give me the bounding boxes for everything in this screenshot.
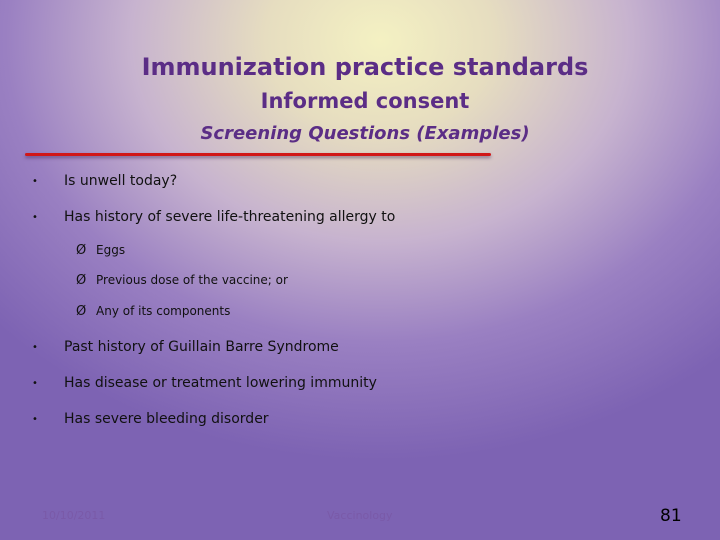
arrow-bullet-icon: Ø	[76, 243, 87, 258]
bullet-dot-icon: •	[32, 212, 38, 223]
bullet-text: Has history of severe life-threatening allergy to	[64, 209, 396, 225]
page-number: 81	[660, 506, 682, 526]
bullet-dot-icon: •	[32, 342, 38, 353]
sub-item-text: Any of its components	[96, 304, 231, 318]
bullet-dot-icon: •	[32, 414, 38, 425]
slide-title: Immunization practice standards	[141, 53, 589, 81]
arrow-bullet-icon: Ø	[76, 304, 87, 319]
bullet-text: Past history of Guillain Barre Syndrome	[64, 339, 339, 355]
bullet-text: Has disease or treatment lowering immunity	[64, 375, 377, 391]
bullet-dot-icon: •	[32, 378, 38, 389]
bullet-text: Has severe bleeding disorder	[64, 411, 269, 427]
sub-item-text: Previous dose of the vaccine; or	[96, 273, 288, 287]
footer-date: 10/10/2011	[42, 509, 106, 522]
bullet-dot-icon: •	[32, 176, 38, 187]
section-heading: Screening Questions (Examples)	[200, 123, 530, 144]
arrow-bullet-icon: Ø	[76, 273, 87, 288]
bullet-text: Is unwell today?	[64, 173, 178, 189]
title-underline	[25, 153, 491, 156]
sub-item-text: Eggs	[96, 243, 126, 257]
footer-center-text: Vaccinology	[327, 509, 393, 522]
slide-subtitle: Informed consent	[260, 89, 470, 113]
